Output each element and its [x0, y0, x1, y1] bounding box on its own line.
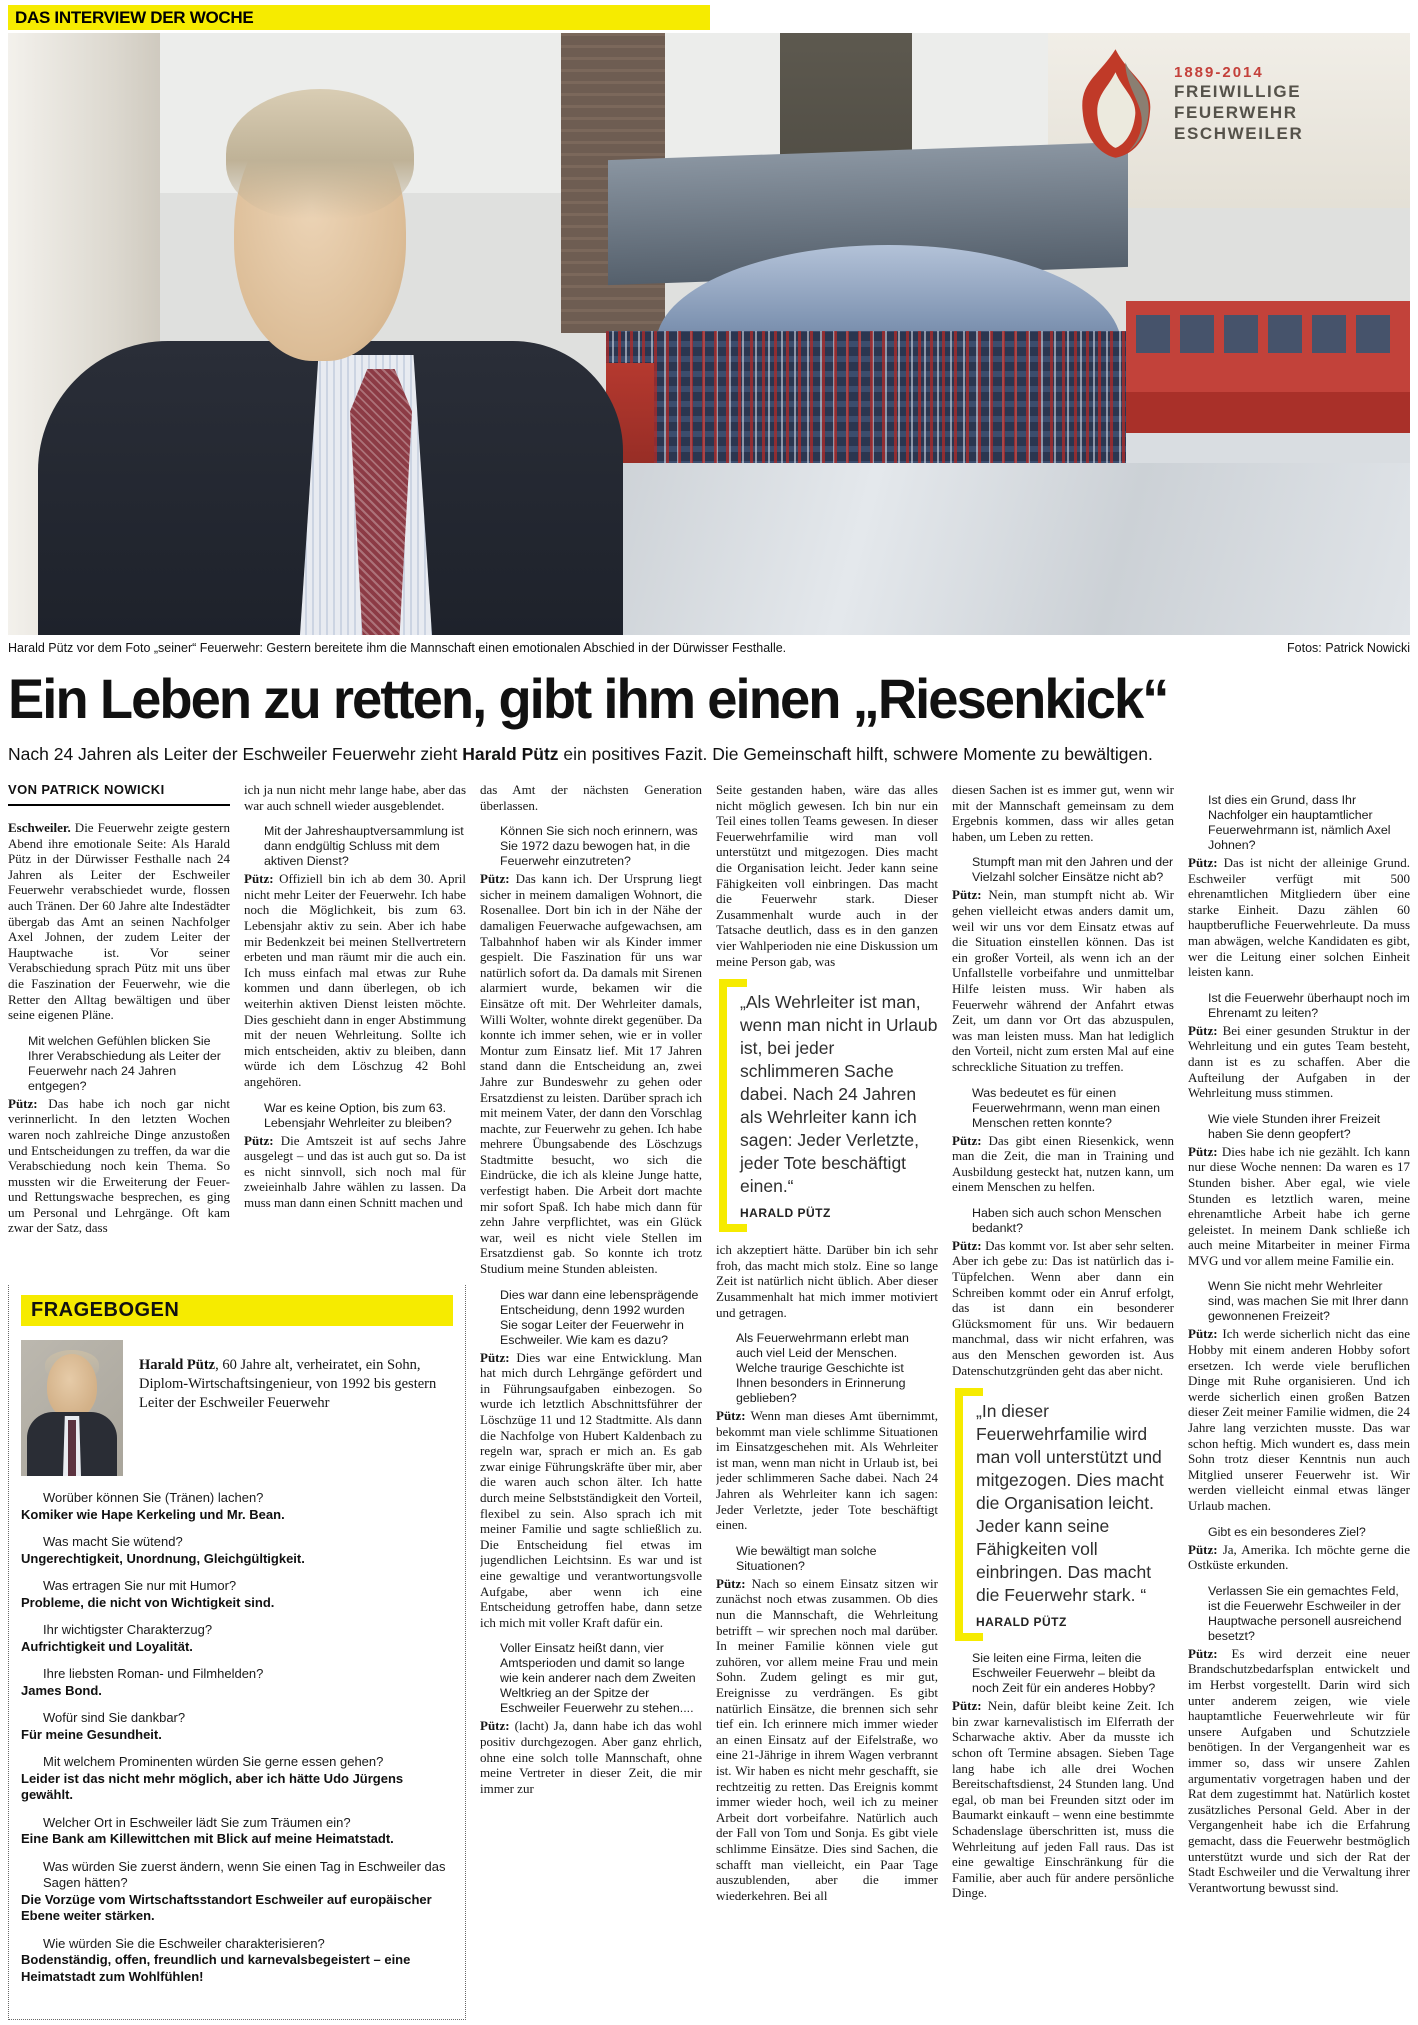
photo-credit: Fotos: Patrick Nowicki	[1287, 641, 1410, 655]
fragebogen-answer: Die Vorzüge vom Wirtschaftsstandort Eschweiler auf europäischer Ebene weiter stärken.	[21, 1891, 432, 1923]
portrait-hair	[226, 89, 414, 219]
logo-years: 1889-2014	[1174, 63, 1264, 81]
pull-quote	[955, 1394, 1174, 1635]
subhead-post: ein positives Fazit. Die Gemeinschaft hilft, schwere Momente zu bewältigen.	[558, 744, 1153, 764]
fragebogen-answer: Leider ist das nicht mehr möglich, aber ich hätte Udo Jürgens gewählt.	[21, 1770, 404, 1802]
fragebogen-answer: James Bond.	[21, 1682, 102, 1698]
article-paragraph: Pütz: Das habe ich noch gar nicht verinnerlicht. In den letzten Wochen waren noch zahlreiche Dinge anzustoßen und Entscheidungen zu treffen, da war die Verabschiedung noch kein Thema. So mussten wir die Erweiterung der Feuer- und Rettungswache besprechen, es ging um Personal und Lehrgänge. Oft kam zwar der Satz, dass	[8, 1095, 230, 1236]
logo-line-2: FEUERWEHR	[1174, 102, 1298, 122]
article-paragraph: Pütz: Offiziell bin ich ab dem 30. April nicht mehr Leiter der Feuerwehr. Ich habe noch die Möglichkeit, bis zum 63. Lebensjahr aktiv zu sein. Aber ich habe mir Bedenkzeit bei meinen Stellvertretern erbeten und man räumt mir die auch ein. Ich muss einfach mal etwas zur Ruhe kommen und dann überlegen, ob ich weiterhin aktiven Dienst leisten möchte. Dies geschieht dann in enger Abstimmung mit der neuen Wehrleitung. Sollte ich mich entscheiden, aktiv zu bleiben, dann würde ich dem Löschzug 42 Bohl angehören.	[244, 871, 466, 1089]
article-paragraph: Pütz: Bei einer gesunden Struktur in der Wehrleitung und ein gutes Team besteht, dann ist es zu schaffen. Aber die Aufteilung der Aufgaben in der Wehrleitung muss stimmen.	[1188, 1022, 1410, 1101]
article-question: Wie bewältigt man solche Situationen?	[736, 1543, 877, 1573]
fragebogen-question: Wofür sind Sie dankbar?	[43, 1710, 186, 1725]
flame-icon	[1063, 46, 1168, 161]
article-question: War es keine Option, bis zum 63. Lebensjahr Wehrleiter zu bleiben?	[264, 1100, 452, 1130]
photo-caption-row	[8, 641, 1410, 655]
article-paragraph: das Amt der nächsten Generation überlassen.	[480, 782, 702, 813]
truck-windows	[1136, 315, 1396, 353]
main-photo	[8, 33, 1410, 635]
article-paragraph: Pütz: Das ist nicht der alleinige Grund. Eschweiler verfügt mit 500 ehrenamtlichen Mitgliedern über eine starke Einheit. Dazu zählen 60 hauptberufliche Feuerwehrleute. Da muss man abwägen, welche Kandidaten es gibt, wer die Leitung einer solchen Einheit leisten kann.	[1188, 855, 1410, 980]
logo-line-1: FREIWILLIGE	[1174, 81, 1302, 101]
article-paragraph: diesen Sachen ist es immer gut, wenn wir mit der Mannschaft gemeinsam zu dem Ergebnis kommen, dass wir alles getan haben, um Leben zu retten.	[952, 782, 1174, 844]
fragebogen-answer: Bodenständig, offen, freundlich und karnevalsbegeistert – eine Heimatstadt zum Wohlfühlen!	[21, 1952, 411, 1984]
article-paragraph: Pütz: Nein, man stumpft nicht ab. Wir gehen vielleicht etwas anders damit um, weil wir uns vor dem Einsatz etwas auf die Situation einstellen können. Das ist ein großer Vorteil, als wenn ich an der Unfallstelle vorbeifahre und unmittelbar Hilfe leisten muss. Wir haben als Feuerwehr während der Anfahrt etwas Zeit, um dann vor Ort das abzuspulen, was man leisten muss. Man hat lediglich den Vorteil, nicht zum ersten Mal auf eine schreckliche Situation zu treffen.	[952, 887, 1174, 1074]
portrait-tie	[68, 1420, 76, 1476]
article-question: Stumpft man mit den Jahren und der Vielzahl solcher Einsätze nicht ab?	[972, 855, 1174, 885]
pull-quote-text: „Als Wehrleiter ist man, wenn man nicht in Urlaub ist, bei jeder schlimmeren Sache dabei. Nach 24 Jahren als Wehrleiter kann ich sagen: Jeder Verletzte, jeder Tote beschäftigt einen.“	[740, 992, 938, 1197]
article-paragraph: Pütz: Nein, dafür bleibt keine Zeit. Ich bin zwar karnevalistisch im Elferrath der Scharwache aktiv. Aber da musste ich schon oft Termine absagen. Sieben Tage lang habe ich alle drei Wochen Bereitschaftsdienst, 24 Stunden lang. Und egal, ob man bei Freunden sitzt oder im Baumarkt einkauft – wenn eine bestimmte Schadenslage überschritten ist, muss die Wehrleitung auf jeden Fall raus. Das ist eine gewaltige Einschränkung für die Familie, aber auch für andere persönliche Dinge.	[952, 1698, 1174, 1901]
article-paragraph: Pütz: Wenn man dieses Amt übernimmt, bekommt man viele schlimme Situationen im Einsatzgeschehen mit. Als Wehrleiter ist man, wenn man nicht in Urlaub ist, bei jeder schlimmeren Sache dabei. Nach 24 Jahren als Wehrleiter kann ich sagen: Jeder Verletzte, jeder Tote beschäftigt einen.	[716, 1408, 938, 1533]
fragebogen-question: Was macht Sie wütend?	[43, 1534, 183, 1549]
article-body	[8, 782, 1410, 2020]
fragebogen-question: Was ertragen Sie nur mit Humor?	[43, 1578, 237, 1593]
article-question: Wie viele Stunden ihrer Freizeit haben Sie denn geopfert?	[1208, 1111, 1381, 1141]
article-question: Ist dies ein Grund, dass Ihr Nachfolger ein hauptamtlicher Feuerwehrmann ist, nämlich Axel Johnen?	[1208, 793, 1391, 852]
fragebogen-answer: Ungerechtigkeit, Unordnung, Gleichgültigkeit.	[21, 1550, 305, 1566]
page-title: Ein Leben zu retten, gibt ihm einen „Riesenkick“	[8, 667, 1168, 730]
article-paragraph: Pütz: Ich werde sicherlich nicht das eine Hobby mit einem anderen Hobby sofort ersetzen. Ich werde viele beruflichen Dinge mit Ruhe organisieren. Und ich werde sicherlich einen großen Batzen dieser Zeit meiner Familie widmen, die 24 Jahre lang verzichten musste. Das war schon heftig. Mich wundert es, dass mein Sohn trotz dieser Kenntnis nun auch Mitglied unserer Feuerwehr ist. Wir werden vielleicht einmal etwas länger Urlaub machen.	[1188, 1326, 1410, 1513]
fragebogen-question: Worüber können Sie (Tränen) lachen?	[43, 1490, 264, 1505]
article-paragraph: Eschweiler. Die Feuerwehr zeigte gestern Abend ihre emotionale Seite: Als Harald Pütz in der Dürwisser Festhalle nach 24 Jahren als Leiter der Eschweiler Feuerwehr verabschiedet wurde, flossen auch Tränen. Der 60 Jahre alte Indestädter übergab das Amt an seinen Nachfolger Axel Johnen, der zudem Leiter der Hauptwache ist. Vor seiner Verabschiedung sprach Pütz mit uns über die Faszination der Feuerwehr, wie die Retter den Alltag bewältigen und über seine eigenen Pläne.	[8, 820, 230, 1023]
section-kicker: DAS INTERVIEW DER WOCHE	[8, 5, 710, 30]
article-column	[716, 782, 938, 2020]
portrait-head	[47, 1354, 97, 1418]
subhead-pre: Nach 24 Jahren als Leiter der Eschweiler Feuerwehr zieht	[8, 744, 463, 764]
fragebogen-bio-name: Harald Pütz	[139, 1357, 216, 1373]
article-question: Dies war dann eine lebensprägende Entscheidung, denn 1992 wurden Sie sogar Leiter der Feuerwehr in Eschweiler. Wie kam es dazu?	[500, 1287, 699, 1347]
subhead-name: Harald Pütz	[462, 744, 559, 764]
article-question: Verlassen Sie ein gemachtes Feld, ist die Feuerwehr Eschweiler in der Hauptwache personell ausreichend besetzt?	[1208, 1583, 1402, 1643]
article-paragraph: Pütz: Die Amtszeit ist auf sechs Jahre ausgelegt – und das ist auch gut so. Da ist es nicht sinnvoll, sich noch mal für zweieinhalb Jahre wählen zu lassen. Da muss man dann einen Schnitt machen und	[244, 1132, 466, 1210]
article-paragraph: Pütz: Das kann ich. Der Ursprung liegt sicher in meinem damaligen Wohnort, die Rosenallee. Dort bin ich in der Nähe der damaligen Feuerwache aufgewachsen, am Talbahnhof haben wir als Kinder immer gespielt. Die Faszination für uns war natürlich sofort da. Da damals mit Sirenen alarmiert wurde, bekamen wir die Einsätze oft mit. Der Wehrleiter damals, Willi Wolter, wohnte direkt gegenüber. Da konnte ich immer sehen, wie er in voller Montur zum Einsatz lief. Mit 17 Jahren stand dann die Entscheidung an, zwei Jahre zur Bundeswehr zu gehen oder Ersatzdienst zu leisten. Darüber sprach ich mit meinem Vater, der dann den Vorschlag machte, zur Feuerwehr zu gehen. Ich habe mehrere Übungsabende des Löschzugs Stadtmitte besucht, wo sich die Eindrücke, die ich als kleine Junge hatte, verfestigt haben. Die Arbeit dort machte mir sofort Spaß. Ich habe mich dann für zehn Jahre verpflichtet, was ein Glück war, weil es nicht viele Stellen im Ersatzdienst gab. So konnte ich trotz Studium meine Stunden ableisten.	[480, 871, 702, 1277]
fire-brigade-logo	[1063, 41, 1410, 166]
article-column	[1188, 782, 1410, 2020]
fragebogen-question: Ihr wichtigster Charakterzug?	[43, 1622, 213, 1637]
fragebogen-answer: Aufrichtigkeit und Loyalität.	[21, 1638, 193, 1654]
fragebogen-qa-list	[21, 1490, 453, 1985]
article-paragraph: Pütz: Nach so einem Einsatz sitzen wir zunächst noch etwas zusammen. Ob dies nun die Mannschaft, die Wehrleitung betrifft – wir sprechen noch mal darüber. In meiner Familie können viele gut zuhören, vor allem meine Frau und mein Sohn. Zudem gelingt es mir gut, Ereignisse zu verdrängen. Es gibt natürlich Einsätze, die brennen sich sehr tief ein. Ich erinnere mich immer wieder an einen Einsatz auf der Eifelstraße, wo eine 21-Jährige in ihrem Wagen verbrannt ist. Wir haben es nicht mehr geschafft, sie rechtzeitig zu retten. Das Ereignis kommt immer wieder hoch, weil ich zu meiner Arbeit dort vorbeifahre. Natürlich auch der Fall von Tom und Sonja. Es gibt viele schlimme Einsätze. Dies sind Sachen, die schafft man vielleicht, ein Paar Tage auszublenden, aber die immer wiederkehren. Bei all	[716, 1575, 938, 1903]
fragebogen-section	[8, 1285, 466, 2020]
subheadline	[8, 744, 1410, 765]
fragebogen-bio-rest: , 60 Jahre alt, verheiratet, ein Sohn, Diplom-Wirtschaftsingenieur, von 1992 bis gestern Leiter der Eschweiler Feuerwehr	[139, 1357, 437, 1411]
article-paragraph: Pütz: Das kommt vor. Ist aber sehr selten. Aber ich gebe zu: Das ist natürlich das i-Tüpfelchen. Wenn aber dann ein Schreiben kommt oder ein Anruf erfolgt, das ist dann ein besonderer Glücksmoment für uns. Wir bedauern manchmal, dass wir nicht erfahren, was aus den Menschen geworden ist. Aus Datenschutzgründen geht das aber nicht.	[952, 1237, 1174, 1378]
article-question: Gibt es ein besonderes Ziel?	[1208, 1524, 1366, 1539]
article-question: Können Sie sich noch erinnern, was Sie 1972 dazu bewogen hat, in die Feuerwehr einzutreten?	[500, 824, 698, 869]
article-question: Mit der Jahreshauptversammlung ist dann endgültig Schluss mit dem aktiven Dienst?	[264, 824, 464, 869]
fragebogen-answer: Komiker wie Hape Kerkeling und Mr. Bean.	[21, 1506, 285, 1522]
article-question: Als Feuerwehrmann erlebt man auch viel Leid der Menschen. Welche traurige Geschichte ist Ihnen besonders in Erinnerung geblieben?	[736, 1331, 909, 1406]
pull-quote-text: „In dieser Feuerwehrfamilie wird man voll unterstützt und mitgezogen. Dies macht die Organisation leicht. Jeder kann seine Fähigkeiten voll einbringen. Das macht die Feuerwehr stark. “	[976, 1401, 1164, 1606]
fragebogen-question: Welcher Ort in Eschweiler lädt Sie zum Träumen ein?	[43, 1814, 351, 1830]
byline: VON PATRICK NOWICKI	[8, 782, 230, 806]
fragebogen-portrait	[21, 1340, 123, 1476]
article-column	[480, 782, 702, 2020]
logo-line-3: ESCHWEILER	[1174, 123, 1304, 143]
article-question: Ist die Feuerwehr überhaupt noch im Ehrenamt zu leiten?	[1208, 990, 1410, 1020]
fragebogen-question: Was würden Sie zuerst ändern, wenn Sie einen Tag in Eschweiler das Sagen hätten?	[43, 1858, 446, 1890]
pull-quote-attribution: HARALD PÜTZ	[740, 1206, 831, 1221]
fragebogen-question: Ihre liebsten Roman- und Filmhelden?	[43, 1666, 264, 1681]
article-paragraph: ich akzeptiert hätte. Darüber bin ich sehr froh, das macht mich stolz. Eine so lange Zeit ist natürlich nicht üblich. Aber dieser Zusammenhalt hat mich immer motiviert und getragen.	[716, 1242, 938, 1320]
fragebogen-question: Wie würden Sie die Eschweiler charakterisieren?	[43, 1935, 325, 1951]
article-question: Wenn Sie nicht mehr Wehrleiter sind, was machen Sie mit Ihrer dann gewonnenen Freizeit?	[1208, 1279, 1409, 1324]
photo-pavement	[568, 463, 1410, 635]
article-question: Was bedeutet es für einen Feuerwehrmann, wenn man einen Menschen retten konnte?	[972, 1085, 1161, 1130]
fragebogen-question: Mit welchem Prominenten würden Sie gerne essen gehen?	[43, 1754, 384, 1769]
article-paragraph: Seite gestanden haben, wäre das alles nicht möglich gewesen. Ich bin nur ein Teil eines tollen Teams gewesen. In dieser Feuerwehrfamilie wird man voll unterstützt und mitgezogen. Dies macht die Organisation leicht. Jeder kann seine Fähigkeiten voll einbringen. Das macht die Feuerwehr stark. Dieser Zusammenhalt wurde auch in der Tatsache deutlich, dass es in den ganzen vier Wahlperioden nie eine Diskussion um meine Person gab, was	[716, 782, 938, 969]
fragebogen-bio	[139, 1340, 453, 1476]
article-column	[952, 782, 1174, 2020]
article-question: Haben sich auch schon Menschen bedankt?	[972, 1205, 1162, 1235]
pull-quote	[719, 985, 938, 1226]
article-paragraph: Pütz: Dies habe ich nie gezählt. Ich kann nur diese Woche nennen: Da waren es 17 Stunden bisher. Aber egal, wie viele Stunden es letztlich waren, meine ehrenamtliche Arbeit habe ich gerne geleistet. In meinem Dank schließe ich auch meine Mitarbeiter in meiner Firma MVG und vor allem meine Familie ein.	[1188, 1143, 1410, 1268]
article-question: Mit welchen Gefühlen blicken Sie Ihrer Verabschiedung als Leiter der Feuerwehr nach 24 Jahren entgegen?	[28, 1033, 221, 1093]
photo-caption: Harald Pütz vor dem Foto „seiner“ Feuerwehr: Gestern bereitete ihm die Mannschaft einen emotionalen Abschied in der Dürwisser Festhalle.	[8, 641, 787, 655]
fragebogen-answer: Eine Bank am Killewittchen mit Blick auf meine Heimatstadt.	[21, 1831, 394, 1846]
fragebogen-header: FRAGEBOGEN	[21, 1295, 453, 1326]
fragebogen-answer: Für meine Gesundheit.	[21, 1726, 162, 1742]
article-paragraph: ich ja nun nicht mehr lange habe, aber das war auch schnell wieder ausgeblendet.	[244, 782, 466, 813]
fragebogen-answer: Probleme, die nicht von Wichtigkeit sind.	[21, 1594, 275, 1610]
article-paragraph: Pütz: Dies war eine Entwicklung. Man hat mich durch Lehrgänge gefördert und in Führungsaufgaben einbezogen. So wurde ich letztlich Abschnittsführer der Löschzüge 11 und 12 Stadtmitte. Als dann die Nachfolge von Hubert Kaldenbach zu regeln war, sprach er mich an. Es gab zwar einige Führungskräfte über mir, aber die waren auch schon älter. Ich hatte durch meine Selbstständigkeit den Vorteil, flexibel zu sein. Also sprach ich mit meiner Familie und sagte schließlich zu. Die Entscheidung fiel etwas im jugendlichen Leichtsinn. Es war und ist eine gewaltige und verantwortungsvolle Aufgabe, aber wenn ich eine Entscheidung getroffen habe, dann setze ich mich mit voller Kraft dafür ein.	[480, 1349, 702, 1630]
article-paragraph: Pütz: Das gibt einen Riesenkick, wenn man die Zeit, die man in Training und Ausbildung gesteckt hat, nutzen kann, um einem Menschen zu helfen.	[952, 1132, 1174, 1195]
article-paragraph: Pütz: Es wird derzeit eine neuer Brandschutzbedarfsplan entwickelt und im Herbst vorgestellt. Darin wird sich unter anderem zeigen, wie viele hauptamtliche Feuerwehrleute wir für unsere Aufgaben und Schutzziele benötigen. In der Vergangenheit war es immer so, dass wir unsere Zahlen argumentativ vorgetragen haben und der Rat dem zugestimmt hat. Natürlich kostet zusätzliches Personal Geld. Aber in der Vergangenheit habe ich die Erfahrung gemacht, dass die Feuerwehr bestmöglich unterstützt wurde und sich der Rat der Stadt Eschweiler und die Verwaltung ihrer Verantwortung bewusst sind.	[1188, 1645, 1410, 1895]
article-paragraph: Pütz: (lacht) Ja, dann habe ich das wohl positiv durchgezogen. Aber ganz ehrlich, ohne eine solch tolle Mannschaft, ohne meine Vertreter in dieser Zeit, die mir immer zur	[480, 1718, 702, 1796]
article-question: Voller Einsatz heißt dann, vier Amtsperioden und damit so lange wie kein anderer nach dem Zweiten Weltkrieg an der Spitze der Eschweiler Feuerwehr zu stehen....	[500, 1641, 696, 1716]
photo-fire-truck	[1126, 301, 1410, 466]
article-paragraph: Pütz: Ja, Amerika. Ich möchte gerne die Ostküste erkunden.	[1188, 1541, 1410, 1573]
article-question: Sie leiten eine Firma, leiten die Eschweiler Feuerwehr – bleibt da noch Zeit für ein anderes Hobby?	[972, 1651, 1156, 1696]
pull-quote-attribution: HARALD PÜTZ	[976, 1615, 1067, 1630]
